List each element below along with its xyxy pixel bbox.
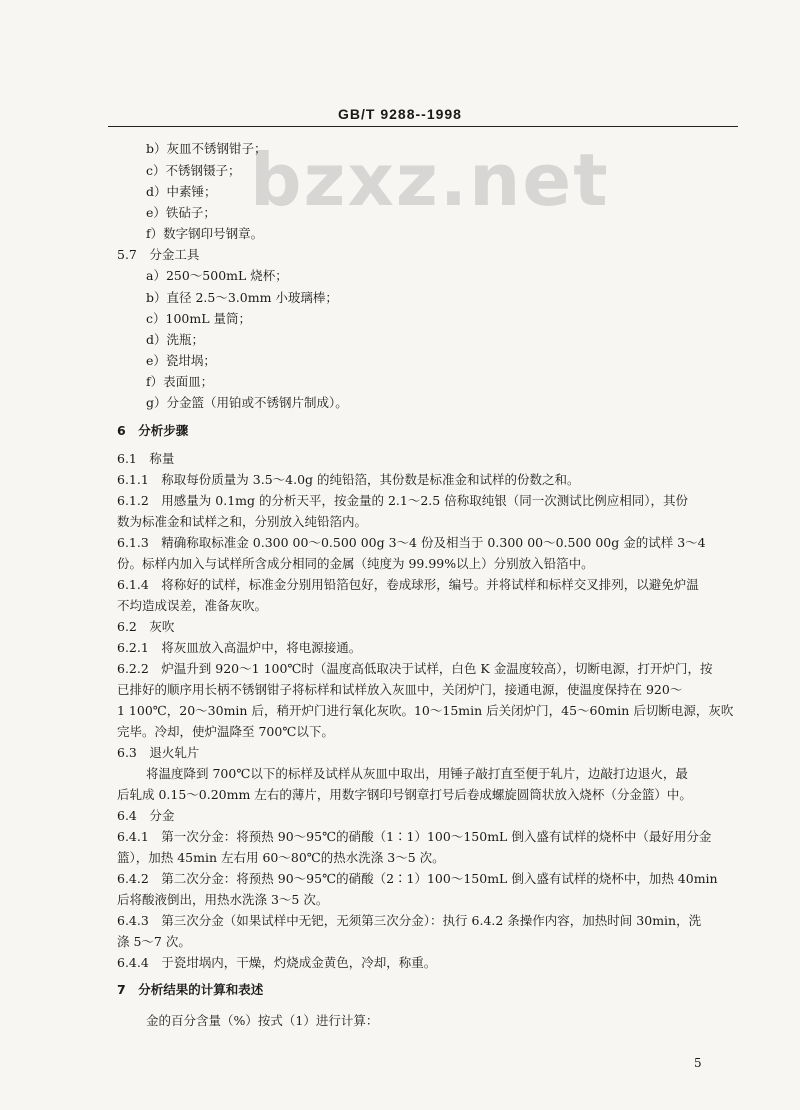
para-6-1-2-line2: 数为标准金和试样之和，分别放入纯铅箔内。 [117,514,368,529]
section-6-4-title: 6.4 分金 [117,808,175,823]
para-6-2-2-line1: 6.2.2 炉温升到 920～1 100℃时（温度高低取决于试样，白色 K 金温度较高），切断电源，打开炉门，按 [117,661,713,676]
para-6-1-3-line1: 6.1.3 精确称取标准金 0.300 00～0.500 00g 3～4 份及相当于 0.300 00～0.500 00g 金的试样 3～4 [117,535,706,550]
para-7-intro: 金的百分含量（%）按式（1）进行计算： [146,1013,379,1028]
item-f-stamp: f）数字钢印号钢章。 [146,226,264,241]
item-d-wash-bottle: d）洗瓶； [146,332,205,347]
item-g-basket: g）分金篮（用铂或不锈钢片制成）。 [146,395,348,410]
section-5-7-title: 5.7 分金工具 [117,247,200,262]
para-6-2-2-line2: 已排好的顺序用长柄不锈钢钳子将标样和试样放入灰皿中，关闭炉门，接通电源，使温度保持在 920～ [117,682,683,697]
para-6-4-2-line1: 6.4.2 第二次分金：将预热 90～95℃的硝酸（2∶1）100～150mL 倒入盛有试样的烧杯中，加热 40min [117,871,718,886]
item-e-crucible: e）瓷坩埚； [146,353,216,368]
section-6-title: 6 分析步骤 [117,423,189,438]
para-6-3-line2: 后轧成 0.15～0.20mm 左右的薄片，用数字钢印号钢章打号后卷成螺旋圆筒状放入烧杯（分金篮）中。 [117,787,692,802]
item-b-tongs: b）灰皿不锈钢钳子； [146,141,267,156]
para-6-4-4: 6.4.4 于瓷坩埚内，干燥，灼烧成金黄色，冷却，称重。 [117,955,437,970]
section-7-title: 7 分析结果的计算和表述 [117,982,264,997]
section-6-3-title: 6.3 退火轧片 [117,745,200,760]
watermark: bzxz.net [250,138,610,222]
para-6-4-2-line2: 后将酸液倒出，用热水洗涤 3～5 次。 [117,892,329,907]
section-6-1-title: 6.1 称量 [117,451,175,466]
standard-code-header: GB/T 9288--1998 [338,106,462,122]
para-6-3-line1: 将温度降到 700℃以下的标样及试样从灰皿中取出，用锤子敲打直至便于轧片，边敲打边退火，最 [146,766,688,781]
para-6-1-4-line1: 6.1.4 将称好的试样，标准金分别用铅箔包好，卷成球形，编号。并将试样和标样交叉排列，以避免炉温 [117,577,699,592]
para-6-1-2-line1: 6.1.2 用感量为 0.1mg 的分析天平，按金量的 2.1～2.5 倍称取纯银（同一次测试比例应相同），其份 [117,493,688,508]
para-6-4-3-line1: 6.4.3 第三次分金（如果试样中无钯，无须第三次分金）：执行 6.4.2 条操作内容，加热时间 30min，洗 [117,913,702,928]
para-6-1-1: 6.1.1 称取每份质量为 3.5～4.0g 的纯铅箔，其份数是标准金和试样的份数之和。 [117,472,580,487]
para-6-2-2-line4: 完毕。冷却，使炉温降至 700℃以下。 [117,724,334,739]
item-a-beaker: a）250～500mL 烧杯； [146,268,288,283]
item-b-glass-rod: b）直径 2.5～3.0mm 小玻璃棒； [146,290,338,305]
page-number: 5 [694,1056,702,1070]
item-e-anvil: e）铁砧子； [146,205,216,220]
header-rule [108,126,738,127]
section-6-2-title: 6.2 灰吹 [117,619,175,634]
para-6-2-2-line3: 1 100℃，20～30min 后，稍开炉门进行氧化灰吹。10～15min 后关闭炉门，45～60min 后切断电源，灰吹 [117,703,734,718]
para-6-4-1-line1: 6.4.1 第一次分金：将预热 90～95℃的硝酸（1∶1）100～150mL 倒入盛有试样的烧杯中（最好用分金 [117,829,712,844]
para-6-4-3-line2: 涤 5～7 次。 [117,934,191,949]
item-f-watch-glass: f）表面皿； [146,374,214,389]
para-6-1-3-line2: 份。标样内加入与试样所含成分相同的金属（纯度为 99.99%以上）分别放入铅箔中。 [117,556,594,571]
item-c-cylinder: c）100mL 量筒； [146,311,251,326]
para-6-2-1: 6.2.1 将灰皿放入高温炉中，将电源接通。 [117,640,362,655]
item-d-hammer: d）中素锤； [146,184,217,199]
para-6-1-4-line2: 不均造成误差，准备灰吹。 [117,598,268,613]
para-6-4-1-line2: 篮），加热 45min 左右用 60～80℃的热水洗涤 3～5 次。 [117,850,445,865]
item-c-tweezers: c）不锈钢镊子； [146,163,241,178]
